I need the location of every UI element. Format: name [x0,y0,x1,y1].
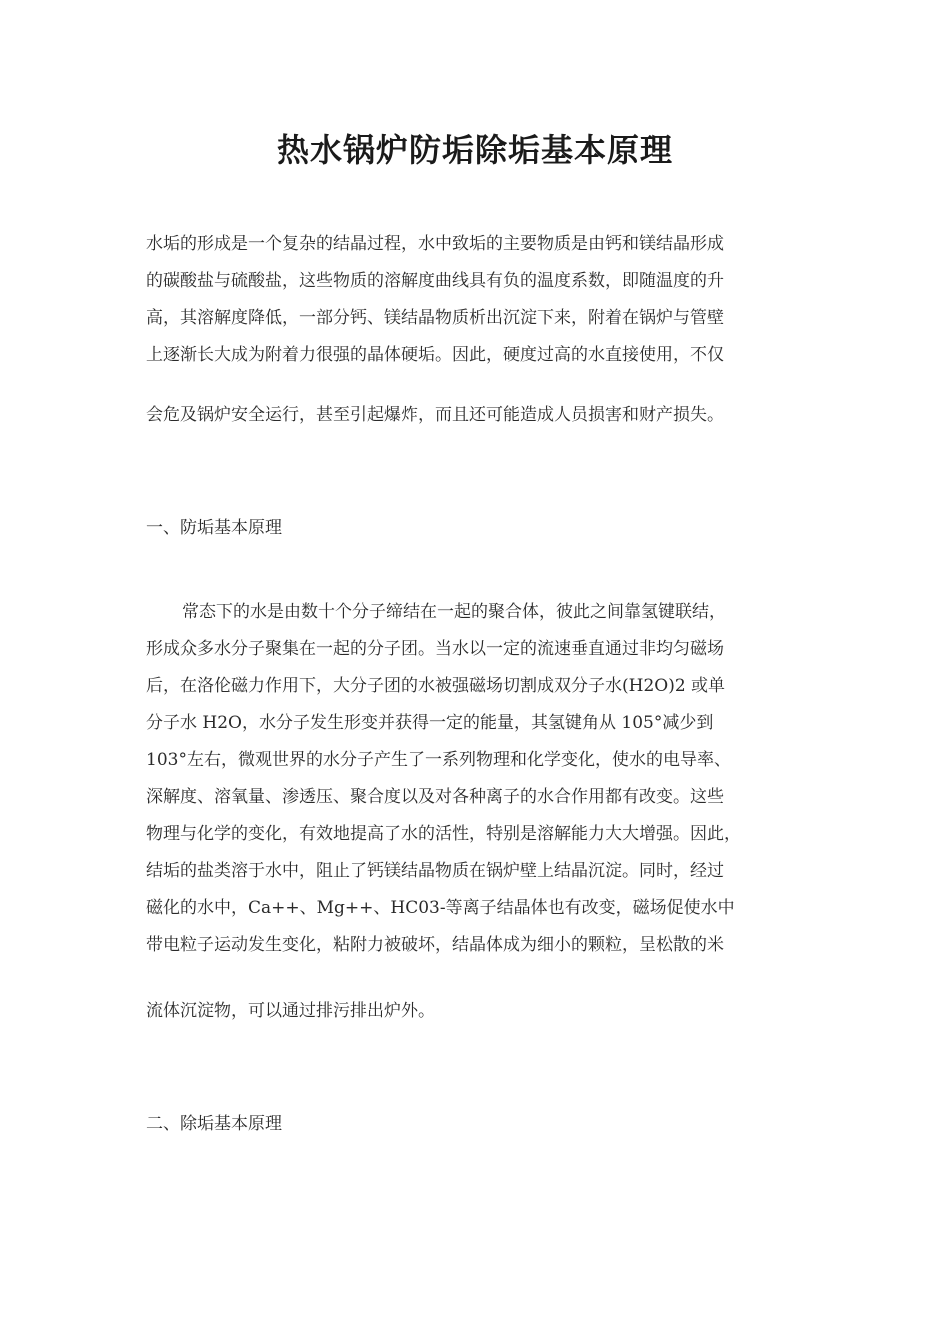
intro-line: 上逐渐长大成为附着力很强的晶体硬垢。因此，硬度过高的水直接使用，不仅 [146,345,724,365]
section1-line: 结垢的盐类溶于水中，阻止了钙镁结晶物质在锅炉壁上结晶沉淀。同时，经过 [146,861,724,881]
intro-paragraph-end [146,397,814,434]
section1-line: 常态下的水是由数十个分子缔结在一起的聚合体，彼此之间靠氢键联结， [182,602,726,622]
section-heading-1: 一、防垢基本原理 [146,518,282,538]
section1-line: 物理与化学的变化，有效地提高了水的活性，特别是溶解能力大大增强。因此， [146,824,741,844]
section1-line: 带电粒子运动发生变化，粘附力被破坏，结晶体成为细小的颗粒，呈松散的米 [146,935,724,955]
intro-line: 的碳酸盐与硫酸盐，这些物质的溶解度曲线具有负的温度系数，即随温度的升 [146,271,724,291]
intro-line: 水垢的形成是一个复杂的结晶过程，水中致垢的主要物质是由钙和镁结晶形成 [146,234,724,254]
section-heading-2: 二、除垢基本原理 [146,1114,282,1134]
section1-line: 分子水 H2O，水分子发生形变并获得一定的能量，其氢键角从 105°减少到 [146,713,714,733]
section1-line: 形成众多水分子聚集在一起的分子团。当水以一定的流速垂直通过非均匀磁场 [146,639,724,659]
intro-line: 高，其溶解度降低，一部分钙、镁结晶物质析出沉淀下来，附着在锅炉与管壁 [146,308,724,328]
document-title: 热水锅炉防垢除垢基本原理 [276,131,673,169]
section1-line: 磁化的水中，Ca++、Mg++、HC03-等离子结晶体也有改变，磁场促使水中 [146,898,735,918]
section1-paragraph-end [146,993,814,1030]
section1-line: 流体沉淀物，可以通过排污排出炉外。 [146,1001,435,1021]
section1-line: 后，在洛伦磁力作用下，大分子团的水被强磁场切割成双分子水(H2O)2 或单 [146,676,726,696]
section1-line: 深解度、溶氧量、渗透压、聚合度以及对各种离子的水合作用都有改变。这些 [146,787,724,807]
section1-paragraph [146,594,814,964]
intro-line: 会危及锅炉安全运行，甚至引起爆炸，而且还可能造成人员损害和财产损失。 [146,405,724,425]
section1-line: 103°左右，微观世界的水分子产生了一系列物理和化学变化，使水的电导率、 [146,750,731,770]
intro-paragraph [146,226,814,374]
